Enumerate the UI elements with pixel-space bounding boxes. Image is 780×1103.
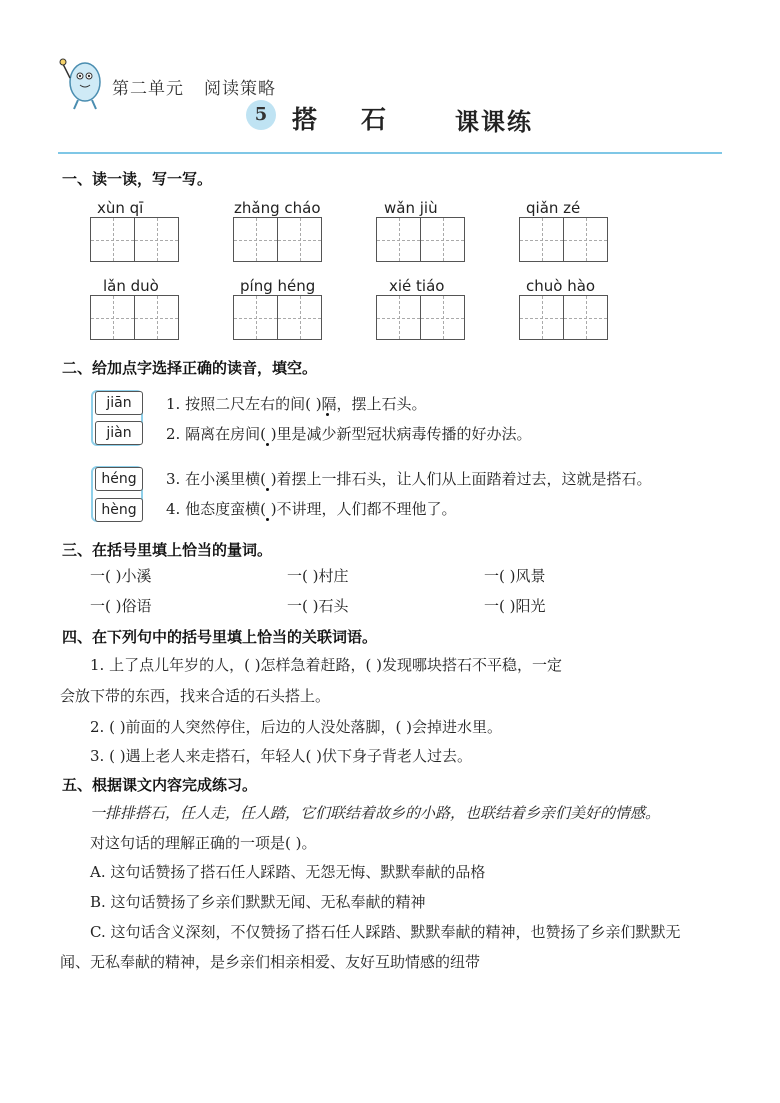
pinyin-1: xùn qī	[97, 199, 144, 217]
emphasis-dot	[266, 488, 269, 491]
pinyin-option-jian4: jiàn	[95, 421, 143, 445]
header-divider	[58, 152, 722, 154]
write-grid-5[interactable]	[90, 295, 179, 340]
strategy-label: 阅读策略	[204, 79, 276, 99]
pinyin-8: chuò hào	[526, 277, 596, 295]
lesson-title: 搭石	[292, 105, 431, 134]
option-c-line1[interactable]: C. 这句话含义深刻，不仅赞扬了搭石任人踩踏、默默奉献的精神，也赞扬了乡亲们默默无	[90, 923, 681, 941]
pinyin-7: xié tiáo	[389, 277, 445, 295]
section1-title: 一、读一读，写一写。	[60, 166, 218, 192]
emphasis-dot	[266, 518, 269, 521]
write-grid-7[interactable]	[376, 295, 465, 340]
option-c-line2: 闻、无私奉献的精神，是乡亲们相亲相爱、友好互助情感的纽带	[60, 953, 481, 971]
option-a[interactable]: A. 这句话赞扬了搭石任人踩踏、无怨无悔、默默奉献的品格	[90, 863, 486, 881]
emphasis-dot	[326, 413, 329, 416]
option-b[interactable]: B. 这句话赞扬了乡亲们默默无闻、无私奉献的精神	[90, 893, 426, 911]
measure-word-6[interactable]: 一( )阳光	[484, 597, 546, 615]
write-grid-6[interactable]	[233, 295, 322, 340]
write-grid-1[interactable]	[90, 217, 179, 262]
measure-word-4[interactable]: 一( )俗语	[90, 597, 152, 615]
section4-title: 四、在下列句中的括号里填上恰当的关联词语。	[60, 624, 383, 650]
pinyin-6: píng héng	[240, 277, 316, 295]
question-2-4: 4. 他态度蛮横( )不讲理，人们都不理他了。	[166, 500, 457, 518]
pinyin-2: zhǎng cháo	[234, 199, 321, 217]
section5-title: 五、根据课文内容完成练习。	[60, 772, 263, 798]
pinyin-option-heng2: héng	[95, 467, 143, 491]
write-grid-8[interactable]	[519, 295, 608, 340]
question-2-2: 2. 隔离在房间( )里是减少新型冠状病毒传播的好办法。	[166, 425, 532, 443]
sentence-4-1a[interactable]: 1. 上了点儿年岁的人，( )怎样急着赶路，( )发现哪块搭石不平稳，一定	[90, 656, 563, 674]
question-2-1: 1. 按照二尺左右的间( )隔，摆上石头。	[166, 395, 427, 413]
sentence-4-2[interactable]: 2. ( )前面的人突然停住，后边的人没处落脚，( )会掉进水里。	[90, 718, 503, 736]
pinyin-5: lǎn duò	[103, 277, 159, 295]
lesson-number: 5	[246, 100, 276, 130]
measure-word-2[interactable]: 一( )村庄	[287, 567, 349, 585]
question-2-3: 3. 在小溪里横( )着摆上一排石头，让人们从上面踏着过去，这就是搭石。	[166, 470, 652, 488]
write-grid-2[interactable]	[233, 217, 322, 262]
section3-title: 三、在括号里填上恰当的量词。	[60, 537, 278, 563]
pinyin-3: wǎn jiù	[384, 199, 438, 217]
pinyin-option-heng4: hèng	[95, 498, 143, 522]
write-grid-3[interactable]	[376, 217, 465, 262]
write-grid-4[interactable]	[519, 217, 608, 262]
sentence-4-3[interactable]: 3. ( )遇上老人来走搭石，年轻人( )伏下身子背老人过去。	[90, 747, 473, 765]
measure-word-5[interactable]: 一( )石头	[287, 597, 349, 615]
practice-label: 课课练	[455, 108, 533, 136]
quote-text: 一排排搭石，任人走，任人踏，它们联结着故乡的小路，也联结着乡亲们美好的情感。	[90, 804, 661, 822]
question-5[interactable]: 对这句话的理解正确的一项是( )。	[90, 834, 317, 852]
pinyin-4: qiǎn zé	[526, 199, 581, 217]
pinyin-option-jian1: jiān	[95, 391, 143, 415]
sentence-4-1b: 会放下带的东西，找来合适的石头搭上。	[60, 687, 331, 705]
unit-heading	[112, 74, 296, 99]
measure-word-3[interactable]: 一( )风景	[484, 567, 546, 585]
measure-word-1[interactable]: 一( )小溪	[90, 567, 152, 585]
emphasis-dot	[266, 443, 269, 446]
section2-title: 二、给加点字选择正确的读音，填空。	[60, 355, 323, 381]
unit-label: 第二单元	[112, 79, 184, 99]
mascot-icon	[58, 52, 108, 112]
